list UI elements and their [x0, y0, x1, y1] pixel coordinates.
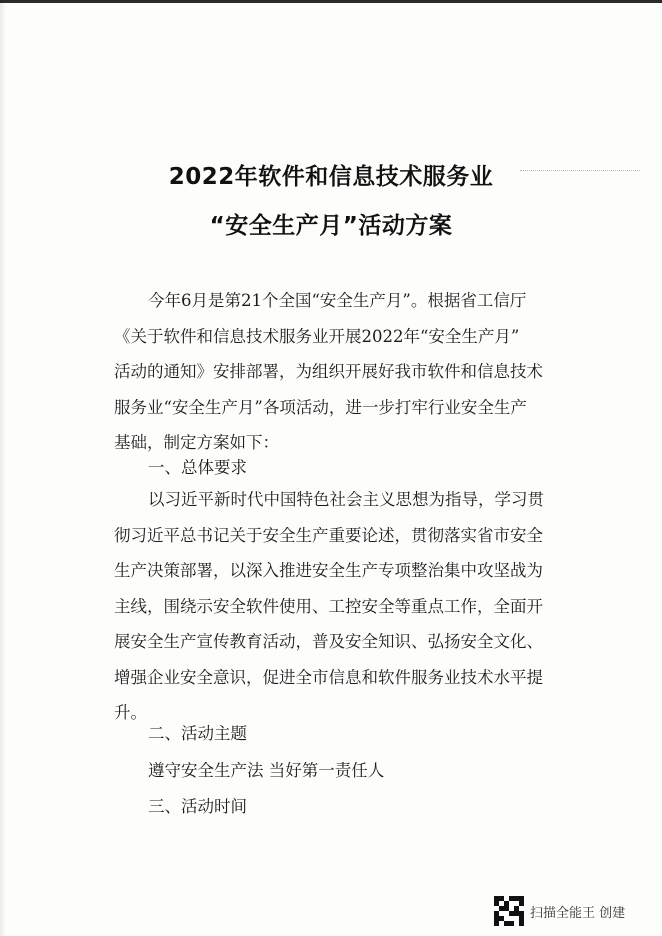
- paragraph-line: 基础，制定方案如下：: [114, 433, 279, 452]
- watermark-text: 扫描全能王 创建: [530, 905, 626, 921]
- paragraph-line: 升。: [114, 703, 147, 722]
- qr-code-icon: [494, 896, 524, 926]
- section-heading-activity-theme: 二、活动主题: [148, 724, 247, 743]
- paragraph-line: 服务业“安全生产月”各项活动，进一步打牢行业安全生产: [114, 397, 527, 417]
- paragraph-line: 今年6月是第21个全国“安全生产月”。根据省工信厅: [148, 291, 527, 310]
- general-requirements-paragraph: [114, 482, 554, 731]
- scanner-watermark: [494, 893, 625, 929]
- paragraph-line: 生产决策部署，以深入推进安全生产专项整治集中攻坚战为: [114, 561, 543, 580]
- section-heading-general-requirements: 一、总体要求: [148, 458, 247, 477]
- document-title-line2: “安全生产月”活动方案: [209, 213, 453, 239]
- paragraph-line: 以习近平新时代中国特色社会主义思想为指导，学习贯: [148, 490, 544, 509]
- document-title-line1: 2022年软件和信息技术服务业: [168, 164, 494, 190]
- paragraph-line: 《关于软件和信息技术服务业开展2022年“安全生产月”: [114, 326, 520, 346]
- paragraph-line: 主线，围绕示安全软件使用、工控安全等重点工作，全面开: [114, 596, 543, 616]
- intro-paragraph: [114, 283, 554, 461]
- page-top-edge: [0, 0, 662, 3]
- paragraph-line: 增强企业安全意识，促进全市信息和软件服务业技术水平提: [114, 667, 543, 687]
- paragraph-line: 彻习近平总书记关于安全生产重要论述，贯彻落实省市安全: [114, 525, 543, 545]
- paragraph-line: 活动的通知》安排部署，为组织开展好我市软件和信息技术: [114, 362, 543, 381]
- paragraph-line: 展安全生产宣传教育活动，普及安全知识、弘扬安全文化、: [114, 632, 543, 651]
- section-heading-activity-time: 三、活动时间: [148, 797, 247, 816]
- page-left-shadow: [0, 0, 6, 936]
- activity-theme-text: 遵守安全生产法 当好第一责任人: [148, 761, 385, 780]
- scan-artifact-dots: [520, 170, 640, 175]
